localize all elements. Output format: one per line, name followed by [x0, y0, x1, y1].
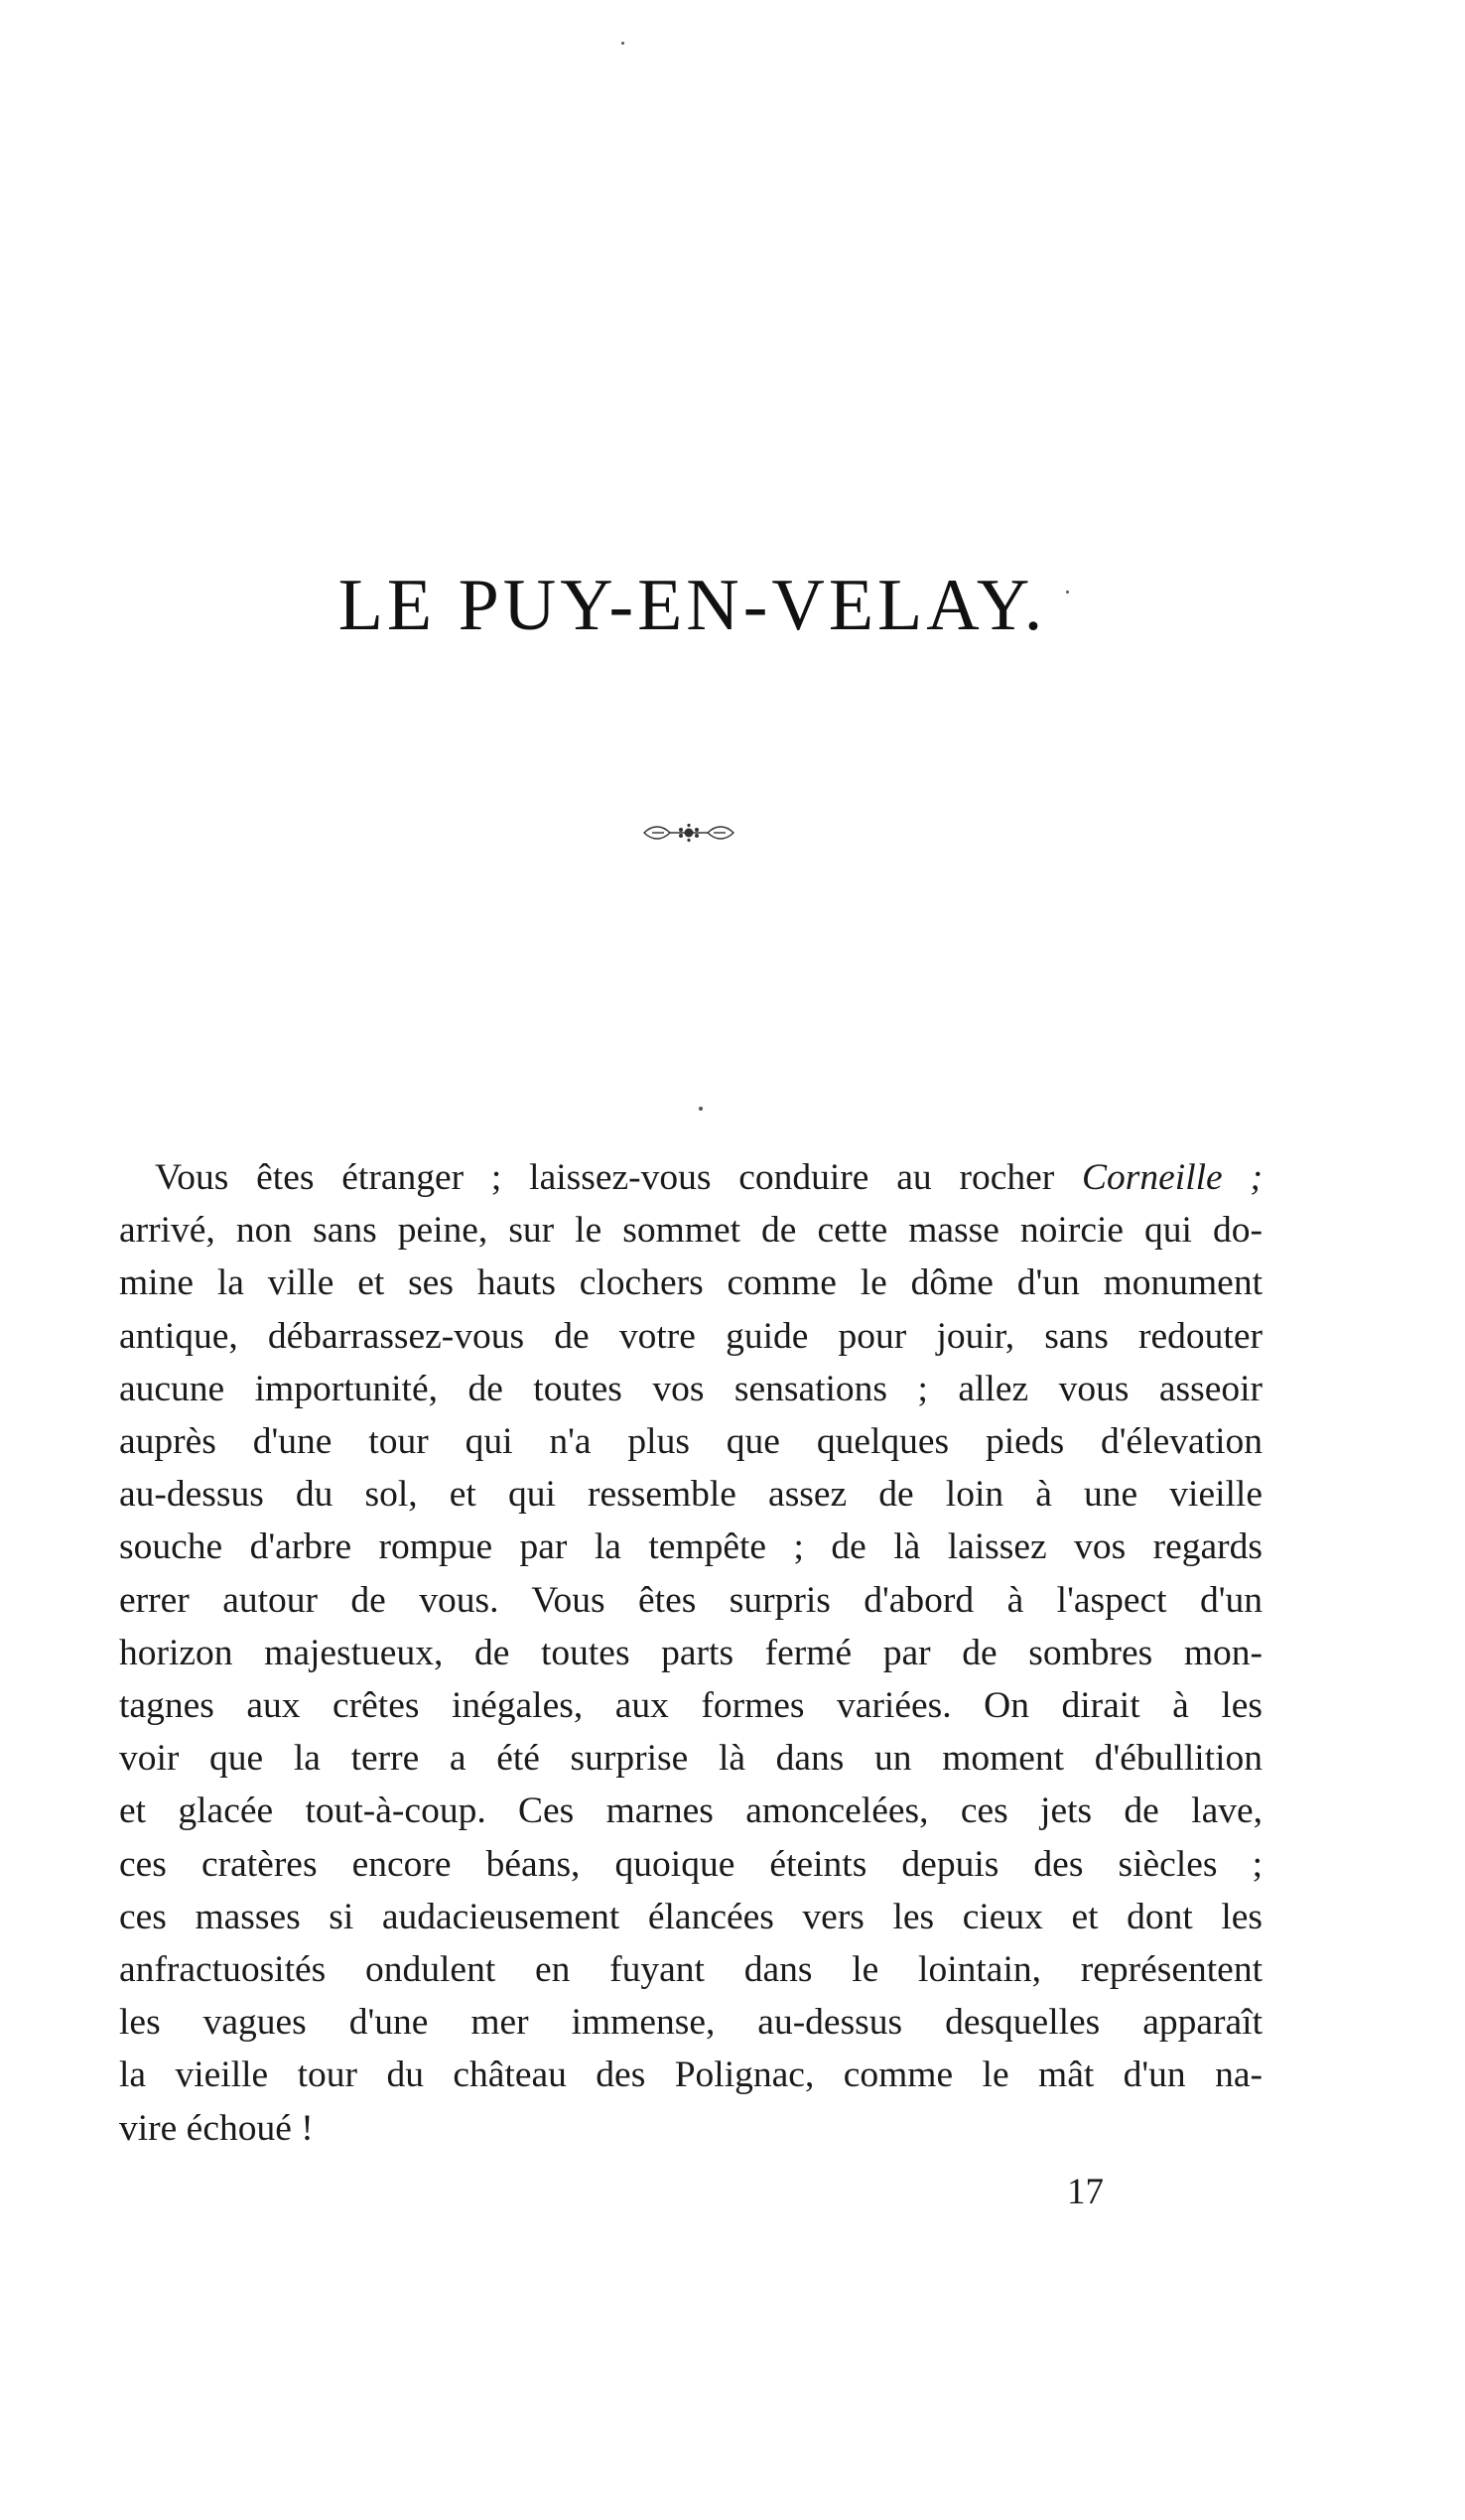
- page-number: 17: [1067, 2172, 1104, 2212]
- chapter-title: LE PUY-EN-VELAY.: [337, 565, 1047, 646]
- print-speck: [699, 1107, 703, 1111]
- body-paragraph: [119, 1151, 1263, 2155]
- text-line: mine la ville et ses hauts clochers comme le dôme d'un monument: [119, 1262, 1263, 1304]
- ornament-divider-icon: [640, 822, 737, 844]
- text-line: horizon majestueux, de toutes parts fermé par de sombres mon-: [119, 1632, 1263, 1673]
- text-line: ces cratères encore béans, quoique éteints depuis des siècles ;: [119, 1843, 1263, 1885]
- text-line: voir que la terre a été surprise là dans un moment d'ébullition: [119, 1738, 1263, 1780]
- text-line: [119, 1151, 1263, 1204]
- text-line: aucune importunité, de toutes vos sensations ; allez vous asseoir: [119, 1368, 1263, 1409]
- text-line: ces masses si audacieusement élancées vers les cieux et dont les: [119, 1896, 1263, 1937]
- text-line: au-dessus du sol, et qui ressemble assez de loin à une vieille: [119, 1474, 1263, 1516]
- text-line: souche d'arbre rompue par la tempête ; de là laissez vos regards: [119, 1526, 1263, 1568]
- text-line: antique, débarrassez-vous de votre guide pour jouir, sans redouter: [119, 1315, 1263, 1357]
- text-line: errer autour de vous. Vous êtes surpris d'abord à l'aspect d'un: [119, 1579, 1263, 1621]
- text-line: auprès d'une tour qui n'a plus que quelques pieds d'élevation: [119, 1421, 1263, 1463]
- text-line: vire échoué !: [119, 2107, 314, 2149]
- text-run: Vous êtes étranger ; laissez-vous conduire au rocher: [155, 1157, 1083, 1198]
- text-line: tagnes aux crêtes inégales, aux formes variées. On dirait à les: [119, 1685, 1263, 1727]
- text-line: la vieille tour du château des Polignac, comme le mât d'un na-: [119, 2055, 1263, 2096]
- text-line: et glacée tout-à-coup. Ces marnes amoncelées, ces jets de lave,: [119, 1791, 1263, 1832]
- italic-name: Corneille ;: [1082, 1157, 1263, 1198]
- print-speck: [621, 42, 624, 45]
- text-line: anfractuosités ondulent en fuyant dans le lointain, représentent: [119, 1949, 1263, 1991]
- text-line: arrivé, non sans peine, sur le sommet de cette masse noircie qui do-: [119, 1210, 1263, 1252]
- text-line: les vagues d'une mer immense, au-dessus desquelles apparaît: [119, 2002, 1263, 2044]
